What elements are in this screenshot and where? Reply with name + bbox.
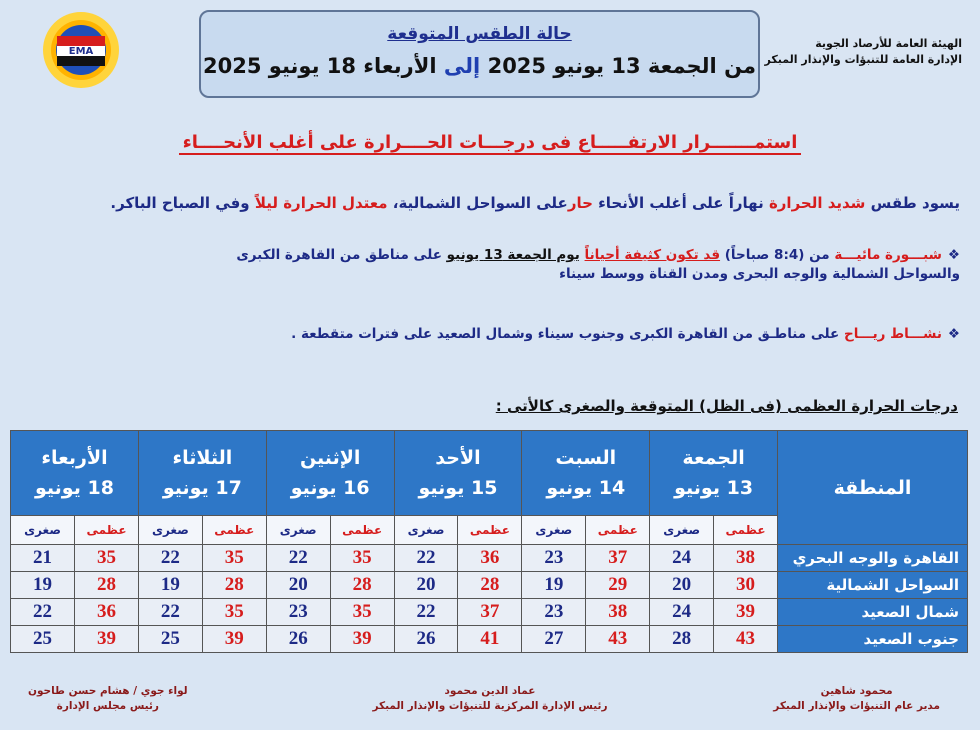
table-row — [11, 545, 968, 572]
table-row — [11, 599, 968, 626]
min-label: صغرى — [138, 516, 202, 545]
min-cell: 25 — [11, 626, 75, 653]
min-cell: 22 — [394, 599, 458, 626]
min-cell: 27 — [522, 626, 586, 653]
min-cell: 19 — [138, 572, 202, 599]
min-label: صغرى — [522, 516, 586, 545]
date-range: من الجمعة 13 يونيو 2025 إلى الأربعاء 18 يونيو 2025 — [203, 54, 756, 78]
max-cell: 30 — [714, 572, 778, 599]
min-cell: 23 — [522, 599, 586, 626]
region-cell: السواحل الشمالية — [778, 572, 968, 599]
region-header: المنطقة — [778, 431, 968, 545]
min-cell: 23 — [522, 545, 586, 572]
max-cell: 38 — [714, 545, 778, 572]
min-cell: 22 — [11, 599, 75, 626]
max-label: عظمى — [458, 516, 522, 545]
max-cell: 39 — [714, 599, 778, 626]
region-cell: شمال الصعيد — [778, 599, 968, 626]
max-cell: 35 — [202, 545, 266, 572]
day-header: الثلاثاء 17 يونيو — [138, 431, 266, 516]
min-cell: 26 — [266, 626, 330, 653]
logo-text: EMA — [68, 46, 94, 57]
page-title: حالة الطقس المتوقعة — [387, 24, 572, 44]
max-cell: 28 — [330, 572, 394, 599]
max-cell: 36 — [75, 599, 139, 626]
max-cell: 37 — [586, 545, 650, 572]
min-cell: 26 — [394, 626, 458, 653]
min-label: صغرى — [266, 516, 330, 545]
min-cell: 19 — [522, 572, 586, 599]
max-label: عظمى — [586, 516, 650, 545]
min-label: صغرى — [650, 516, 714, 545]
table-title: درجات الحرارة العظمى (فى الظل) المتوقعة والصغرى كالأتى : — [495, 397, 958, 415]
max-label: عظمى — [75, 516, 139, 545]
max-cell: 28 — [75, 572, 139, 599]
max-cell: 35 — [330, 545, 394, 572]
min-cell: 24 — [650, 599, 714, 626]
min-cell: 22 — [266, 545, 330, 572]
diamond-bullet-icon: ❖ — [947, 247, 960, 263]
max-cell: 39 — [202, 626, 266, 653]
min-cell: 19 — [11, 572, 75, 599]
max-cell: 35 — [202, 599, 266, 626]
headline: استمـــــــرار الارتفـــــاع فى درجـــات الحــــرارة على أغلب الأنحــــاء — [0, 132, 980, 153]
max-cell: 37 — [458, 599, 522, 626]
min-cell: 22 — [394, 545, 458, 572]
region-cell: جنوب الصعيد — [778, 626, 968, 653]
min-cell: 20 — [266, 572, 330, 599]
min-label: صغرى — [394, 516, 458, 545]
max-cell: 36 — [458, 545, 522, 572]
table-row — [11, 572, 968, 599]
diamond-bullet-icon: ❖ — [947, 326, 960, 342]
table-row — [11, 626, 968, 653]
max-cell: 43 — [586, 626, 650, 653]
max-cell: 28 — [202, 572, 266, 599]
title-box — [199, 10, 760, 98]
max-cell: 38 — [586, 599, 650, 626]
day-header: الإثنين 16 يونيو — [266, 431, 394, 516]
day-header: الأربعاء 18 يونيو — [11, 431, 139, 516]
region-cell: القاهرة والوجه البحري — [778, 545, 968, 572]
max-label: عظمى — [714, 516, 778, 545]
day-header: الأحد 15 يونيو — [394, 431, 522, 516]
max-cell: 35 — [75, 545, 139, 572]
signature-3: لواء جوي / هشام حسن طاحون رئيس مجلس الإدارة — [28, 685, 188, 712]
min-cell: 25 — [138, 626, 202, 653]
max-cell: 28 — [458, 572, 522, 599]
max-label: عظمى — [202, 516, 266, 545]
max-label: عظمى — [330, 516, 394, 545]
min-cell: 23 — [266, 599, 330, 626]
max-cell: 43 — [714, 626, 778, 653]
max-cell: 29 — [586, 572, 650, 599]
bullet-wind: ❖نشـــاط ريـــاح على مناطـق من القاهرة الكبرى وجنوب سيناء وشمال الصعيد على فترات متقطعة . — [291, 326, 960, 342]
min-cell: 28 — [650, 626, 714, 653]
min-cell: 20 — [394, 572, 458, 599]
max-cell: 39 — [330, 626, 394, 653]
agency-name: الهيئة العامة للأرصاد الجوية الإدارة العامة للتنبؤات والإنذار المبكر — [764, 37, 962, 66]
table-header-row — [11, 431, 968, 516]
min-cell: 20 — [650, 572, 714, 599]
min-cell: 22 — [138, 599, 202, 626]
signature-1: محمود شاهين مدير عام التنبؤات والإنذار المبكر — [773, 685, 940, 712]
min-cell: 22 — [138, 545, 202, 572]
ema-logo — [35, 10, 127, 92]
min-label: صغرى — [11, 516, 75, 545]
day-header: الجمعة 13 يونيو — [650, 431, 778, 516]
temperature-table — [10, 430, 968, 653]
max-cell: 35 — [330, 599, 394, 626]
signature-2: عماد الدين محمود رئيس الإدارة المركزية للتنبؤات والإنذار المبكر — [372, 685, 608, 712]
max-cell: 41 — [458, 626, 522, 653]
day-header: السبت 14 يونيو — [522, 431, 650, 516]
max-cell: 39 — [75, 626, 139, 653]
min-cell: 24 — [650, 545, 714, 572]
min-cell: 21 — [11, 545, 75, 572]
summary-paragraph: يسود طقس شديد الحرارة نهاراً على أغلب الأنحاء حارعلى السواحل الشمالية، معتدل الحرارة ليلاً وفي الصباح الباكر. — [110, 194, 960, 212]
bullet-fog: ❖شبـــورة مائيـــة من (8:4 صباحاً) قد تكون كثيفة أحياناً يوم الجمعة 13 يونيو على مناطق من القاهرة الكبرى والسواحل الشمالية والوجه البحرى ومدن القناة ووسط سيناء — [236, 247, 960, 282]
